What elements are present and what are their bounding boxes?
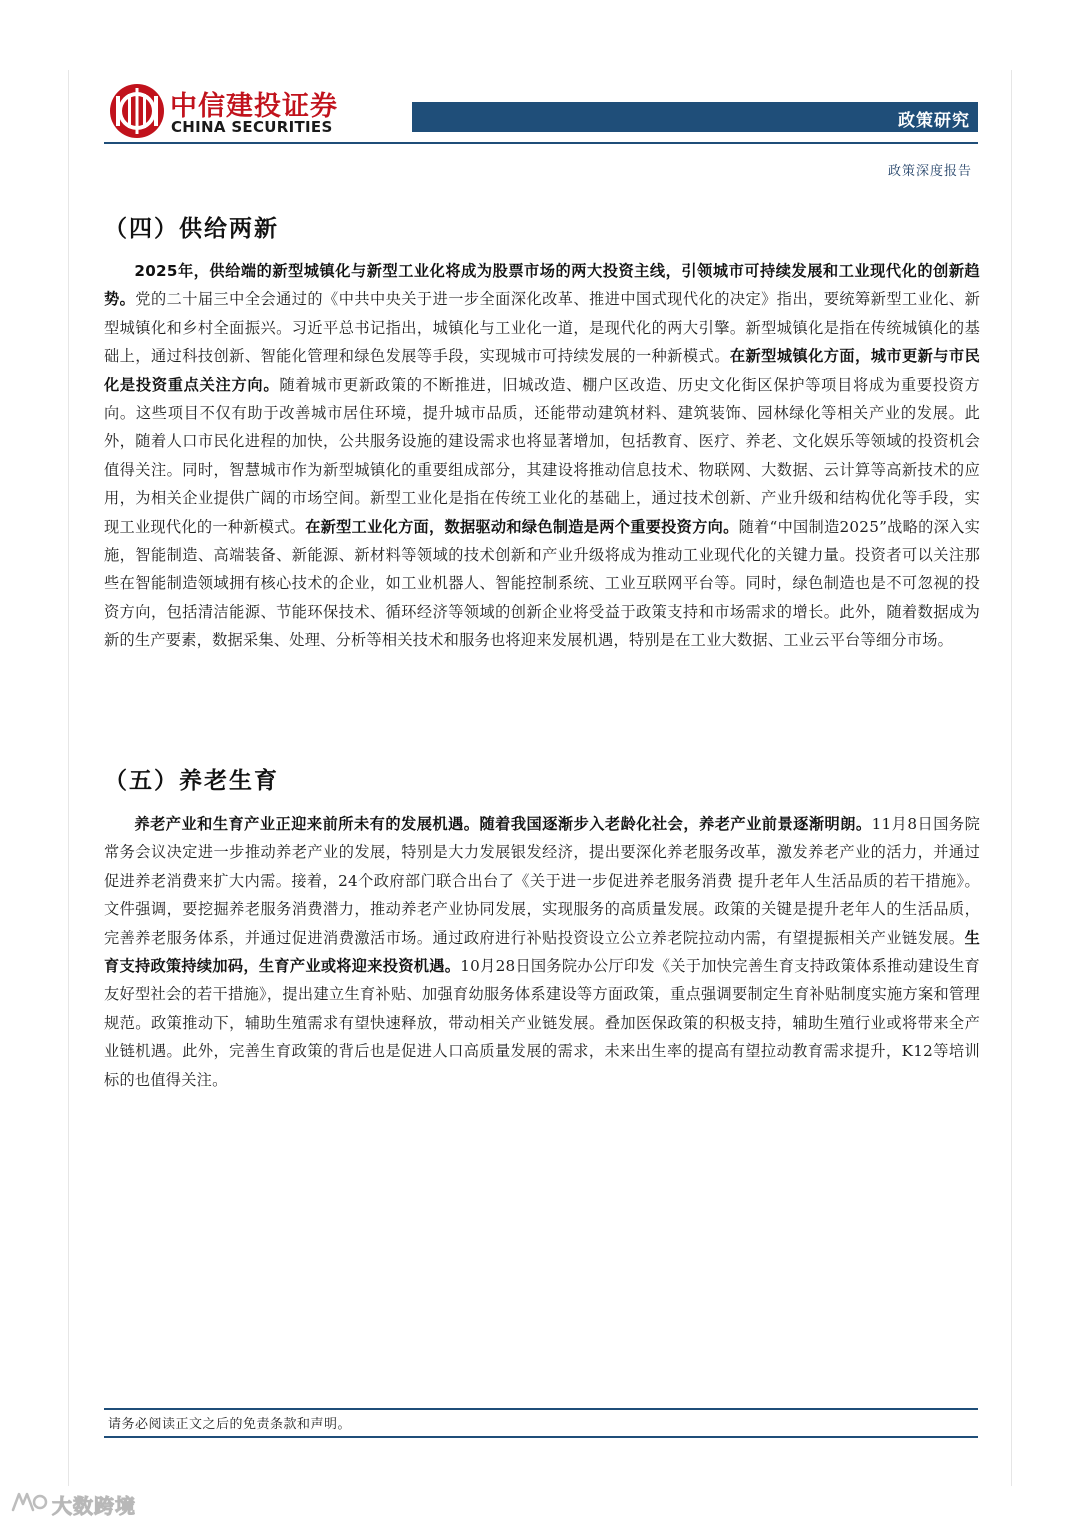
bold-highlight-text: 生育支持政策持续加码，生育产业或将迎来投资机遇。: [104, 928, 980, 976]
body-text: 随着城市更新政策的不断推进，旧城改造、棚户区改造、历史文化街区保护等项目将成为重要投资方向。这些项目不仅有助于改善城市居住环境，提升城市品质，还能带动建筑材料、建筑装饰、园林绿化等相关产业的发展。此外，随着人口市民化进程的加快，公共服务设施的建设需求也将显著增加，包括教育、医疗、养老、文化娱乐等领域的投资机会值得关注。同时，智慧城市作为新型城镇化的重要组成部分，其建设将推动信息技术、物联网、大数据、云计算等高新技术的应用，为相关企业提供广阔的市场空间。新型工业化是指在传统工业化的基础上，通过技术创新、产业升级和结构优化等手段，实现工业现代化的一种新模式。: [104, 375, 981, 536]
citic-logo-icon: [108, 82, 166, 140]
watermark-logo-icon: [10, 1488, 48, 1516]
watermark-text: 大数跨境: [52, 1494, 136, 1518]
body-text: 11月8日国务院常务会议决定进一步推动养老产业的发展，特别是大力发展银发经济，提出要深化养老服务改革，激发养老产业的活力，并通过促进养老消费来扩大内需。接着，24个政府部门联合出台了《关于进一步促进养老服务消费 提升老年人生活品质的若干措施》。文件强调，要挖掘养老服务消费潜力，推动养老产业协同发展，实现服务的高质量发展。政策的关键是提升老年人的生活品质，完善养老服务体系，并通过促进消费激活市场。通过政府进行补贴投资设立公立养老院拉动内需，有望提振相关产业链发展。: [104, 815, 981, 947]
bold-lead-text: 2025年，供给端的新型城镇化与新型工业化将成为股票市场的两大投资主线，引领城市可持续发展和工业现代化的创新趋势。: [104, 262, 980, 309]
category-banner: [412, 102, 978, 132]
header-divider: [104, 142, 978, 144]
body-text: 10月28日国务院办公厅印发《关于加快完善生育支持政策体系推动建设生育友好型社会的若干措施》，提出建立生育补贴、加强育幼服务体系建设等方面政策，重点强调要制定生育补贴制度实施方案和管理规范。政策推动下，辅助生殖需求有望快速释放，带动相关产业链发展。叠加医保政策的积极支持，辅助生殖行业或将带来全产业链机遇。此外，完善生育政策的背后也是促进人口高质量发展的需求，未来出生率的提高有望拉动教育需求提升，K12等培训标的也值得关注。: [104, 957, 980, 1089]
page-frame-right: [1011, 70, 1012, 1486]
footer-divider-bottom: [104, 1436, 978, 1438]
company-logo: [104, 78, 344, 140]
bold-highlight-text: 在新型城镇化方面，城市更新与市民化是投资重点关注方向。: [104, 347, 981, 394]
report-type-label: 政策深度报告: [887, 164, 972, 179]
bold-lead-text: 养老产业和生育产业正迎来前所未有的发展机遇。随着我国逐渐步入老龄化社会，养老产业前景逐渐明朗。: [134, 815, 872, 833]
page-frame-left: [68, 70, 69, 1486]
footer-divider-top: [104, 1408, 978, 1410]
logo-english-name: CHINA SECURITIES: [171, 118, 333, 136]
logo-chinese-name: 中信建投证券: [170, 91, 338, 122]
section-heading-supply: （四）供给两新: [104, 216, 279, 242]
disclaimer-text: 请务必阅读正文之后的免责条款和声明。: [108, 1417, 352, 1432]
bold-highlight-text: 在新型工业化方面，数据驱动和绿色制造是两个重要投资方向。: [305, 517, 739, 536]
body-text: 党的二十届三中全会通过的《中共中央关于进一步全面深化改革、推进中国式现代化的决定》指出，要统筹新型工业化、新型城镇化和乡村全面振兴。习近平总书记指出，城镇化与工业化一道，是现代化的两大引擎。新型城镇化是指在传统城镇化的基础上，通过科技创新、智能化管理和绿色发展等手段，实现城市可持续发展的一种新模式。: [104, 290, 981, 366]
section-heading-eldercare: （五）养老生育: [104, 768, 279, 794]
body-text: 随着“中国制造2025”战略的深入实施，智能制造、高端装备、新能源、新材料等领域的技术创新和产业升级将成为推动工业现代化的关键力量。投资者可以关注那些在智能制造领域拥有核心技术的企业，如工业机器人、智能控制系统、工业互联网平台等。同时，绿色制造也是不可忽视的投资方向，包括清洁能源、节能环保技术、循环经济等领域的创新企业将受益于政策支持和市场需求的增长。此外，随着数据成为新的生产要素，数据采集、处理、分析等相关技术和服务也将迎来发展机遇，特别是在工业大数据、工业云平台等细分市场。: [104, 517, 981, 650]
section-paragraph-supply: [104, 257, 980, 655]
category-label: 政策研究: [898, 111, 970, 131]
section-paragraph-eldercare: [104, 810, 980, 1094]
page-header: [104, 78, 978, 144]
